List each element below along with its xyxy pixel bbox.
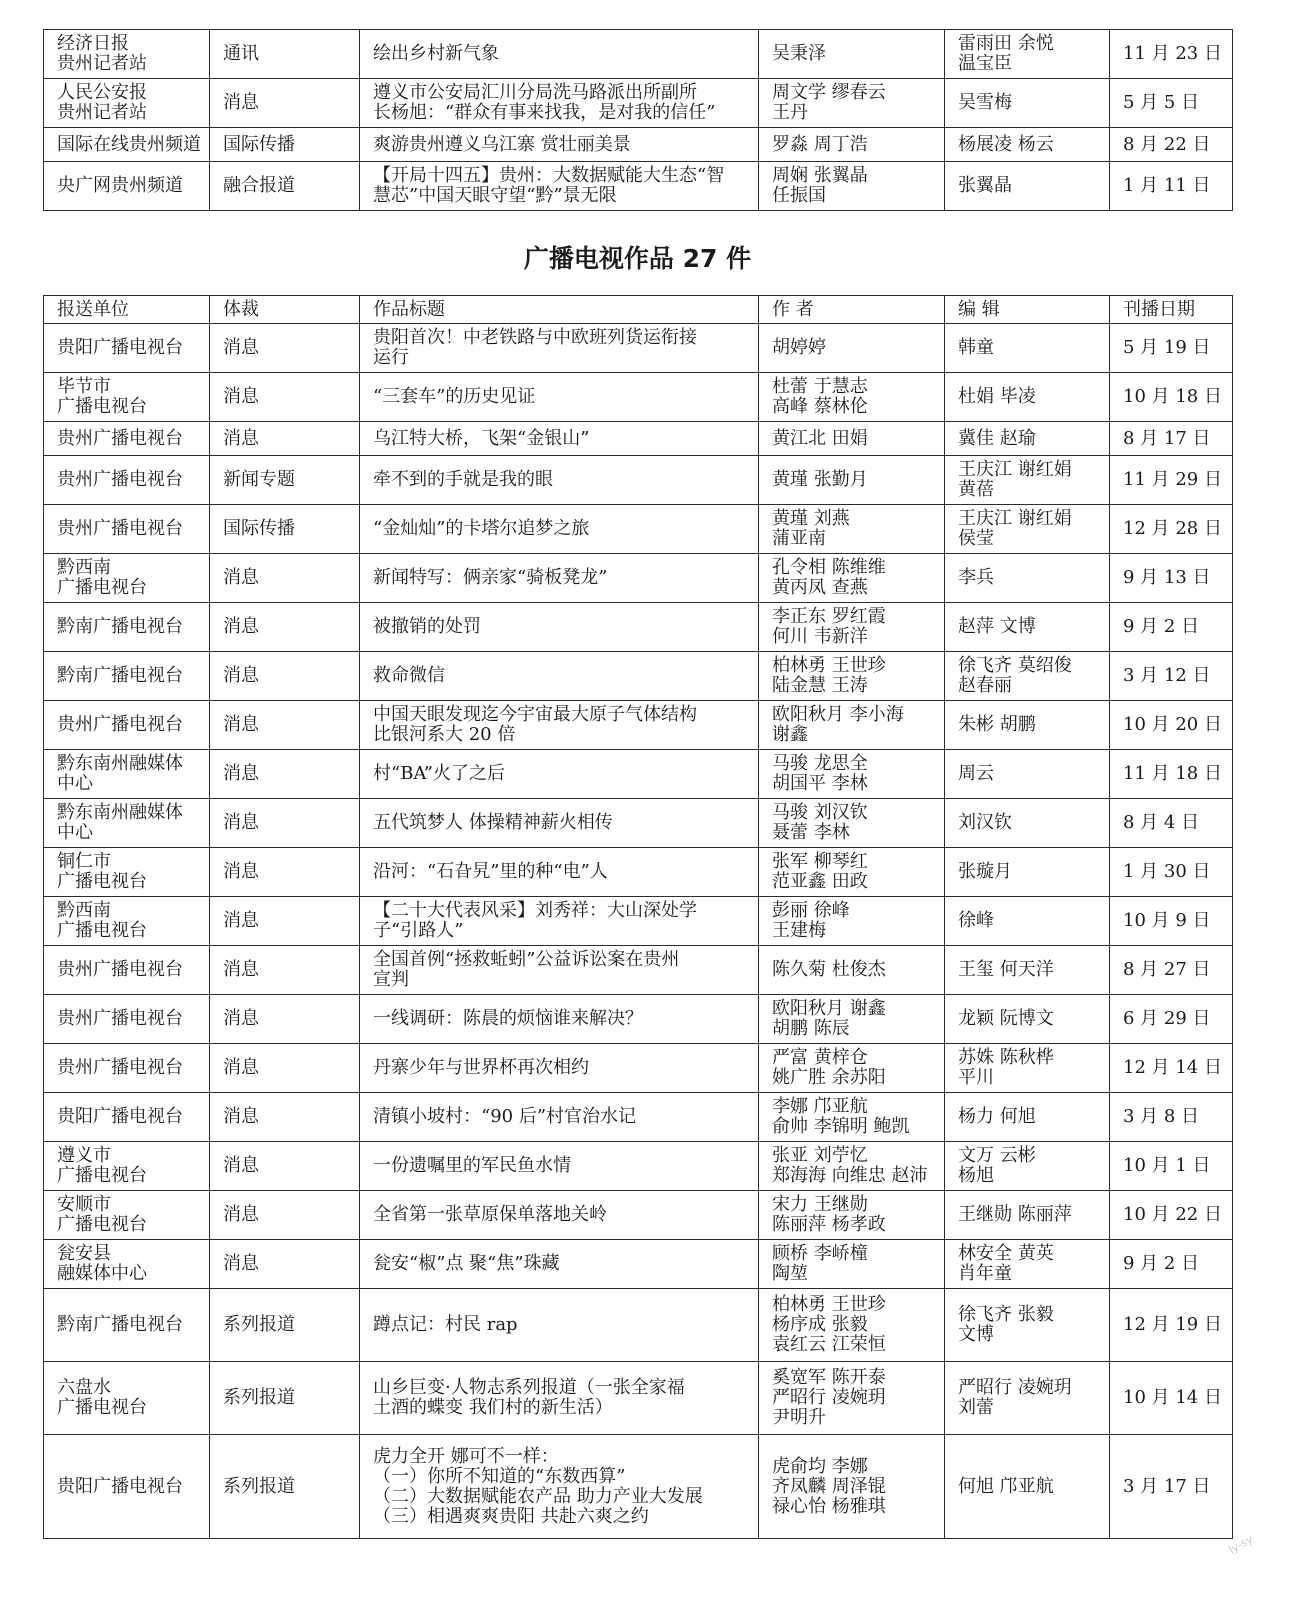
cell-unit: 贵州广播电视台	[44, 422, 210, 456]
table-row	[44, 30, 1233, 79]
cell-author: 虎俞均 李娜 齐凤麟 周泽锟 禄心怡 杨雅琪	[759, 1435, 945, 1539]
cell-genre: 消息	[210, 1044, 360, 1093]
cell-author: 吴秉泽	[759, 30, 945, 79]
cell-editor: 王玺 何天洋	[945, 946, 1110, 995]
cell-title: 绘出乡村新气象	[360, 30, 759, 79]
watermark: ly-sy	[1226, 1532, 1256, 1557]
cell-date: 11 月 18 日	[1110, 750, 1233, 799]
cell-date: 10 月 20 日	[1110, 701, 1233, 750]
broadcast-works-table	[43, 295, 1233, 1539]
cell-editor: 吴雪梅	[945, 79, 1110, 128]
cell-unit: 黔南广播电视台	[44, 603, 210, 652]
cell-title: 被撤销的处罚	[360, 603, 759, 652]
cell-title: 一线调研：陈晨的烦恼谁来解决？	[360, 995, 759, 1044]
cell-author: 罗淼 周丁浩	[759, 128, 945, 162]
table-row	[44, 505, 1233, 554]
cell-date: 3 月 17 日	[1110, 1435, 1233, 1539]
cell-editor: 张璇月	[945, 848, 1110, 897]
cell-unit: 黔南广播电视台	[44, 652, 210, 701]
cell-unit: 黔东南州融媒体 中心	[44, 799, 210, 848]
cell-date: 10 月 18 日	[1110, 373, 1233, 422]
cell-editor: 杜娟 毕凌	[945, 373, 1110, 422]
cell-author: 胡婷婷	[759, 324, 945, 373]
cell-editor: 韩童	[945, 324, 1110, 373]
cell-title: 全省第一张草原保单落地关岭	[360, 1191, 759, 1240]
cell-genre: 消息	[210, 324, 360, 373]
cell-genre: 新闻专题	[210, 456, 360, 505]
cell-title: 蹲点记：村民 rap	[360, 1289, 759, 1362]
cell-title: 【二十大代表风采】刘秀祥：大山深处学 子“引路人”	[360, 897, 759, 946]
header-author: 作 者	[759, 296, 945, 324]
cell-genre: 消息	[210, 554, 360, 603]
table-row	[44, 848, 1233, 897]
cell-unit: 铜仁市 广播电视台	[44, 848, 210, 897]
cell-date: 9 月 2 日	[1110, 1240, 1233, 1289]
cell-unit: 贵阳广播电视台	[44, 1435, 210, 1539]
cell-genre: 国际传播	[210, 128, 360, 162]
cell-author: 彭丽 徐峰 王建梅	[759, 897, 945, 946]
table-row	[44, 79, 1233, 128]
cell-date: 12 月 14 日	[1110, 1044, 1233, 1093]
cell-author: 马骏 刘汉钦 聂蕾 李林	[759, 799, 945, 848]
cell-unit: 黔东南州融媒体 中心	[44, 750, 210, 799]
table-row	[44, 1289, 1233, 1362]
cell-unit: 央广网贵州频道	[44, 162, 210, 211]
cell-editor: 徐飞齐 张毅 文博	[945, 1289, 1110, 1362]
cell-genre: 消息	[210, 848, 360, 897]
table-row	[44, 995, 1233, 1044]
cell-author: 周文学 缪春云 王丹	[759, 79, 945, 128]
cell-title: 乌江特大桥，飞架“金银山”	[360, 422, 759, 456]
cell-genre: 消息	[210, 750, 360, 799]
cell-editor: 冀佳 赵瑜	[945, 422, 1110, 456]
cell-genre: 国际传播	[210, 505, 360, 554]
cell-title: 贵阳首次！中老铁路与中欧班列货运衔接 运行	[360, 324, 759, 373]
table-row	[44, 1142, 1233, 1191]
cell-date: 1 月 11 日	[1110, 162, 1233, 211]
cell-unit: 贵阳广播电视台	[44, 324, 210, 373]
cell-title: 新闻特写：俩亲家“骑板凳龙”	[360, 554, 759, 603]
cell-title: 沿河：“石旮旯”里的种“电”人	[360, 848, 759, 897]
cell-date: 12 月 28 日	[1110, 505, 1233, 554]
table-row	[44, 1362, 1233, 1435]
cell-author: 欧阳秋月 谢鑫 胡鹏 陈辰	[759, 995, 945, 1044]
header-date: 刊播日期	[1110, 296, 1233, 324]
cell-author: 黄瑾 张勤月	[759, 456, 945, 505]
cell-title: 遵义市公安局汇川分局洗马路派出所副所 长杨旭：“群众有事来找我，是对我的信任”	[360, 79, 759, 128]
cell-date: 10 月 1 日	[1110, 1142, 1233, 1191]
cell-author: 李娜 邝亚航 俞帅 李锦明 鲍凯	[759, 1093, 945, 1142]
cell-title: 丹寨少年与世界杯再次相约	[360, 1044, 759, 1093]
cell-unit: 贵州广播电视台	[44, 701, 210, 750]
cell-genre: 消息	[210, 799, 360, 848]
table-row	[44, 799, 1233, 848]
cell-title: 清镇小坡村：“90 后”村官治水记	[360, 1093, 759, 1142]
header-title: 作品标题	[360, 296, 759, 324]
cell-title: 救命微信	[360, 652, 759, 701]
table-row	[44, 701, 1233, 750]
cell-unit: 黔西南 广播电视台	[44, 554, 210, 603]
cell-editor: 杨力 何旭	[945, 1093, 1110, 1142]
cell-title: 一份遗嘱里的军民鱼水情	[360, 1142, 759, 1191]
cell-genre: 消息	[210, 422, 360, 456]
table-row	[44, 946, 1233, 995]
cell-editor: 周云	[945, 750, 1110, 799]
cell-genre: 消息	[210, 652, 360, 701]
cell-date: 8 月 22 日	[1110, 128, 1233, 162]
cell-unit: 贵阳广播电视台	[44, 1093, 210, 1142]
cell-editor: 龙颖 阮博文	[945, 995, 1110, 1044]
table-row	[44, 554, 1233, 603]
cell-author: 柏林勇 王世珍 陆金慧 王涛	[759, 652, 945, 701]
cell-date: 10 月 22 日	[1110, 1191, 1233, 1240]
cell-title: 瓮安“椒”点 聚“焦”珠藏	[360, 1240, 759, 1289]
cell-unit: 遵义市 广播电视台	[44, 1142, 210, 1191]
cell-genre: 消息	[210, 1240, 360, 1289]
cell-date: 11 月 23 日	[1110, 30, 1233, 79]
cell-unit: 贵州广播电视台	[44, 456, 210, 505]
cell-editor: 朱彬 胡鹏	[945, 701, 1110, 750]
header-editor: 编 辑	[945, 296, 1110, 324]
header-unit: 报送单位	[44, 296, 210, 324]
cell-date: 3 月 8 日	[1110, 1093, 1233, 1142]
cell-title: 爽游贵州遵义乌江寨 赏壮丽美景	[360, 128, 759, 162]
table-row	[44, 897, 1233, 946]
cell-genre: 消息	[210, 1191, 360, 1240]
cell-date: 6 月 29 日	[1110, 995, 1233, 1044]
table-row	[44, 162, 1233, 211]
cell-author: 孔令相 陈维维 黄丙凤 查燕	[759, 554, 945, 603]
cell-date: 12 月 19 日	[1110, 1289, 1233, 1362]
table-row	[44, 456, 1233, 505]
cell-title: 村“BA”火了之后	[360, 750, 759, 799]
cell-genre: 消息	[210, 373, 360, 422]
cell-editor: 王庆江 谢红娟 黄蓓	[945, 456, 1110, 505]
cell-author: 柏林勇 王世珍 杨序成 张毅 袁红云 江荣恒	[759, 1289, 945, 1362]
table-row	[44, 128, 1233, 162]
cell-title: 山乡巨变·人物志系列报道（一张全家福 土酒的蝶变 我们村的新生活）	[360, 1362, 759, 1435]
cell-author: 黄瑾 刘燕 蒲亚南	[759, 505, 945, 554]
cell-author: 黄江北 田娟	[759, 422, 945, 456]
cell-editor: 张翼晶	[945, 162, 1110, 211]
cell-author: 严富 黄梓仓 姚广胜 余苏阳	[759, 1044, 945, 1093]
section-title: 广播电视作品 27 件	[523, 244, 752, 273]
cell-title: 全国首例“拯救蚯蚓”公益诉讼案在贵州 宣判	[360, 946, 759, 995]
cell-genre: 消息	[210, 603, 360, 652]
cell-unit: 贵州广播电视台	[44, 505, 210, 554]
table-row	[44, 652, 1233, 701]
cell-unit: 贵州广播电视台	[44, 946, 210, 995]
cell-author: 马骏 龙思全 胡国平 李林	[759, 750, 945, 799]
cell-title: 五代筑梦人 体操精神薪火相传	[360, 799, 759, 848]
cell-editor: 徐峰	[945, 897, 1110, 946]
cell-unit: 黔西南 广播电视台	[44, 897, 210, 946]
header-row	[44, 296, 1233, 324]
table-row	[44, 1044, 1233, 1093]
cell-author: 欧阳秋月 李小海 谢鑫	[759, 701, 945, 750]
cell-author: 张亚 刘苧忆 郑海海 向维忠 赵沛	[759, 1142, 945, 1191]
table-row	[44, 324, 1233, 373]
cell-unit: 国际在线贵州频道	[44, 128, 210, 162]
cell-date: 8 月 27 日	[1110, 946, 1233, 995]
cell-date: 8 月 4 日	[1110, 799, 1233, 848]
cell-author: 奚宽军 陈开泰 严昭行 凌婉玥 尹明升	[759, 1362, 945, 1435]
table-row	[44, 422, 1233, 456]
cell-author: 周娴 张翼晶 任振国	[759, 162, 945, 211]
cell-genre: 消息	[210, 79, 360, 128]
cell-date: 5 月 5 日	[1110, 79, 1233, 128]
cell-author: 张军 柳琴红 范亚鑫 田政	[759, 848, 945, 897]
cell-date: 11 月 29 日	[1110, 456, 1233, 505]
cell-genre: 系列报道	[210, 1435, 360, 1539]
cell-author: 李正东 罗红霞 何川 韦新洋	[759, 603, 945, 652]
cell-title: 【开局十四五】贵州：大数据赋能大生态“智 慧芯”中国天眼守望“黔”景无限	[360, 162, 759, 211]
cell-unit: 人民公安报 贵州记者站	[44, 79, 210, 128]
cell-title: 中国天眼发现迄今宇宙最大原子气体结构 比银河系大 20 倍	[360, 701, 759, 750]
cell-unit: 经济日报 贵州记者站	[44, 30, 210, 79]
cell-editor: 苏姝 陈秋桦 平川	[945, 1044, 1110, 1093]
cell-date: 10 月 9 日	[1110, 897, 1233, 946]
table-row	[44, 1240, 1233, 1289]
cell-editor: 王继勋 陈丽萍	[945, 1191, 1110, 1240]
cell-date: 10 月 14 日	[1110, 1362, 1233, 1435]
cell-editor: 林安全 黄英 肖年童	[945, 1240, 1110, 1289]
table-row	[44, 750, 1233, 799]
header-genre: 体裁	[210, 296, 360, 324]
cell-author: 陈久菊 杜俊杰	[759, 946, 945, 995]
cell-title: “金灿灿”的卡塔尔追梦之旅	[360, 505, 759, 554]
cell-editor: 李兵	[945, 554, 1110, 603]
cell-editor: 刘汉钦	[945, 799, 1110, 848]
table-row	[44, 373, 1233, 422]
cell-unit: 安顺市 广播电视台	[44, 1191, 210, 1240]
cell-editor: 徐飞齐 莫绍俊 赵春丽	[945, 652, 1110, 701]
cell-genre: 消息	[210, 946, 360, 995]
cell-unit: 黔南广播电视台	[44, 1289, 210, 1362]
cell-title: 牵不到的手就是我的眼	[360, 456, 759, 505]
cell-genre: 消息	[210, 1093, 360, 1142]
cell-editor: 雷雨田 余悦 温宝臣	[945, 30, 1110, 79]
cell-author: 杜蕾 于慧志 高峰 蔡林伦	[759, 373, 945, 422]
cell-date: 8 月 17 日	[1110, 422, 1233, 456]
cell-editor: 文万 云彬 杨旭	[945, 1142, 1110, 1191]
top-continuation-table	[43, 29, 1233, 211]
cell-genre: 系列报道	[210, 1289, 360, 1362]
cell-date: 9 月 2 日	[1110, 603, 1233, 652]
table-row	[44, 1435, 1233, 1539]
cell-unit: 毕节市 广播电视台	[44, 373, 210, 422]
cell-genre: 通讯	[210, 30, 360, 79]
table-row	[44, 1191, 1233, 1240]
cell-genre: 系列报道	[210, 1362, 360, 1435]
cell-author: 宋力 王继勋 陈丽萍 杨孝政	[759, 1191, 945, 1240]
cell-genre: 消息	[210, 701, 360, 750]
cell-editor: 赵萍 文博	[945, 603, 1110, 652]
cell-author: 顾桥 李峤橦 陶堃	[759, 1240, 945, 1289]
cell-title: 虎力全开 娜可不一样： （一）你所不知道的“东数西算” （二）大数据赋能农产品 助力产业大发展 （三）相遇爽爽贵阳 共赴六爽之约	[360, 1435, 759, 1539]
cell-genre: 融合报道	[210, 162, 360, 211]
cell-unit: 瓮安县 融媒体中心	[44, 1240, 210, 1289]
cell-date: 5 月 19 日	[1110, 324, 1233, 373]
cell-unit: 六盘水 广播电视台	[44, 1362, 210, 1435]
cell-editor: 何旭 邝亚航	[945, 1435, 1110, 1539]
cell-genre: 消息	[210, 1142, 360, 1191]
cell-unit: 贵州广播电视台	[44, 995, 210, 1044]
cell-genre: 消息	[210, 897, 360, 946]
cell-date: 1 月 30 日	[1110, 848, 1233, 897]
cell-editor: 严昭行 凌婉玥 刘蕾	[945, 1362, 1110, 1435]
cell-unit: 贵州广播电视台	[44, 1044, 210, 1093]
cell-editor: 王庆江 谢红娟 侯莹	[945, 505, 1110, 554]
table-row	[44, 603, 1233, 652]
cell-date: 9 月 13 日	[1110, 554, 1233, 603]
cell-date: 3 月 12 日	[1110, 652, 1233, 701]
cell-title: “三套车”的历史见证	[360, 373, 759, 422]
cell-editor: 杨展凌 杨云	[945, 128, 1110, 162]
cell-genre: 消息	[210, 995, 360, 1044]
table-row	[44, 1093, 1233, 1142]
